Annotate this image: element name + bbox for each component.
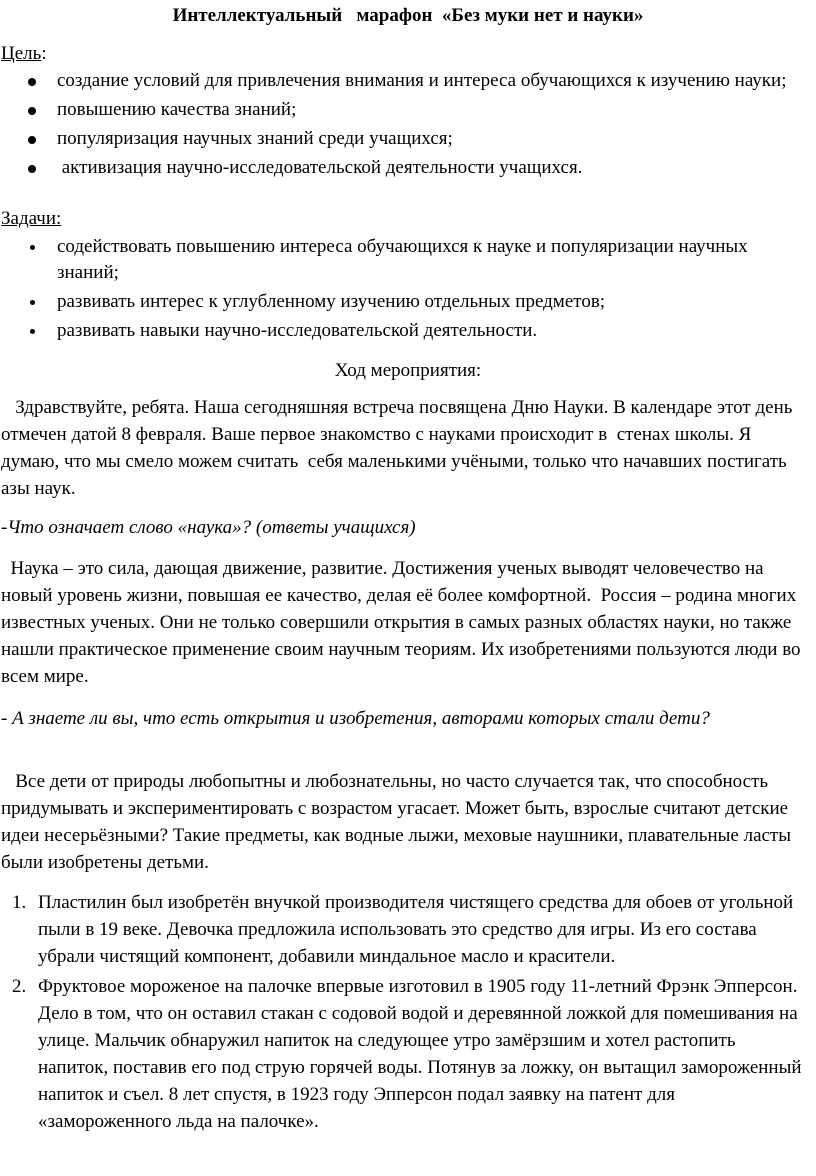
task-item-text: развивать навыки научно-исследовательской деятельности. xyxy=(57,320,538,341)
bullet-icon xyxy=(28,78,36,86)
bullet-icon xyxy=(28,136,36,144)
question-science xyxy=(1,514,811,541)
invention-number: 2. xyxy=(12,976,27,997)
tasks-label xyxy=(1,206,61,232)
question-dash: - xyxy=(1,708,13,729)
goal-label xyxy=(1,41,47,67)
task-item xyxy=(0,289,800,315)
invention-text: Пластилин был изобретён внучкой производителя чистящего средства для обоев от угольной пыли в 19 веке. Девочка предложила использовать это средство для игры. Из его состава убрали чистящий компонент, добавили миндальное масло и красители. xyxy=(38,892,794,967)
question-text: Что означает слово «наука»? (ответы учащихся) xyxy=(7,517,416,538)
goal-item xyxy=(0,68,800,94)
goal-item-text: активизация научно-исследовательской деятельности учащихся. xyxy=(57,157,583,178)
bullet-icon xyxy=(30,329,35,334)
tasks-list xyxy=(0,234,800,347)
document-title: Интеллектуальный марафон «Без муки нет и науки» xyxy=(172,5,644,26)
question-dash: - xyxy=(1,517,8,538)
inventions-list xyxy=(0,889,810,1138)
task-item xyxy=(0,318,800,344)
goal-item-text: повышению качества знаний; xyxy=(57,99,297,120)
goal-item xyxy=(0,97,800,123)
tasks-label-text: Задачи: xyxy=(1,208,62,229)
goal-item-text: создание условий для привлечения внимания и интереса обучающихся к изучению науки; xyxy=(57,70,787,91)
question-text: А знаете ли вы, что есть открытия и изобретения, авторами которых стали дети? xyxy=(12,708,710,729)
question-children xyxy=(1,705,811,732)
task-item xyxy=(0,234,800,286)
children-paragraph: Все дети от природы любопытны и любознательны, но часто случается так, что способность придумывать и экспериментировать с возрастом угасает. Может быть, взрослые считают детские идеи несерьёзными? Такие предметы, как водные лыжи, меховые наушники, плавательные ласты были изобретены детьми. xyxy=(1,771,796,873)
goal-label-colon: : xyxy=(41,43,47,64)
goal-label-text: Цель xyxy=(1,43,42,64)
task-item-text: развивать интерес к углубленному изучению отдельных предметов; xyxy=(57,291,606,312)
goal-item xyxy=(0,155,800,181)
invention-item xyxy=(0,889,810,970)
invention-number: 1. xyxy=(12,892,27,913)
goal-item xyxy=(0,126,800,152)
event-heading: Ход мероприятия: xyxy=(334,360,482,381)
science-paragraph: Наука – это сила, дающая движение, развитие. Достижения ученых выводят человечество на новый уровень жизни, повышая ее качество, делая её более комфортной. Россия – родина многих известных ученых. Они не только совершили открытия в самых разных областях науки, но также нашли практическое применение своим научным теориям. Их изобретениями пользуются люди во всем мире. xyxy=(1,558,806,687)
bullet-icon xyxy=(28,165,36,173)
bullet-icon xyxy=(30,300,35,305)
bullet-icon xyxy=(30,245,35,250)
goal-item-text: популяризация научных знаний среди учащихся; xyxy=(57,128,453,149)
task-item-text: содействовать повышению интереса обучающихся к науке и популяризации научных знаний; xyxy=(57,236,748,283)
greeting-paragraph: Здравствуйте, ребята. Наша сегодняшняя встреча посвящена Дню Науки. В календаре этот день отмечен датой 8 февраля. Ваше первое знакомство с науками происходит в стенах школы. Я думаю, что мы смело можем считать себя маленькими учёными, только что начавших постигать азы наук. xyxy=(1,397,798,499)
goal-list xyxy=(0,68,800,184)
bullet-icon xyxy=(28,107,36,115)
invention-item xyxy=(0,973,810,1135)
invention-text: Фруктовое мороженое на палочке впервые изготовил в 1905 году 11-летний Фрэнк Эпперсон. Дело в том, что он оставил стакан с содовой водой и деревянной ложкой для помешивания на улице. Мальчик обнаружил напиток на следующее утро замёрзшим и хотел растопить напиток, поставив его под струю горячей воды. Потянув за ложку, он вытащил замороженный напиток и съел. 8 лет спустя, в 1923 году Эпперсон подал заявку на патент для «замороженного льда на палочке». xyxy=(38,976,802,1132)
